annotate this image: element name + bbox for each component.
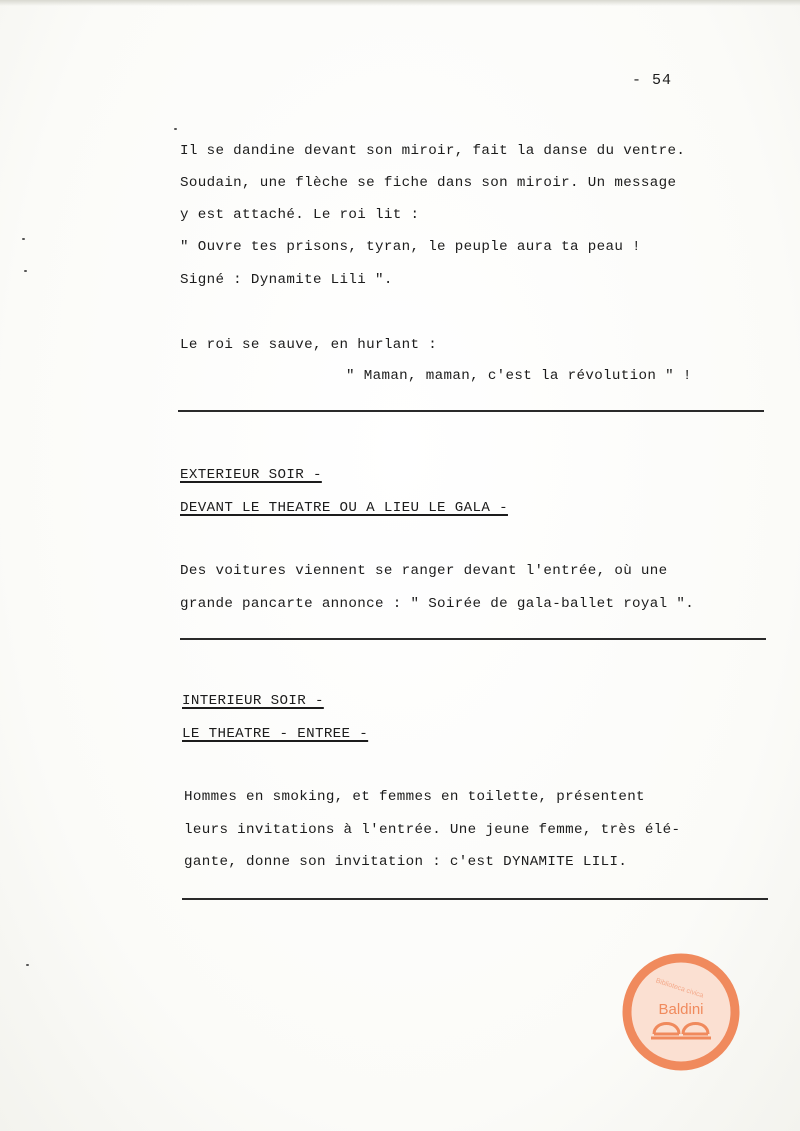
text-line: Hommes en smoking, et femmes en toilette, présentent	[184, 789, 645, 805]
svg-text:Baldini: Baldini	[658, 1001, 704, 1018]
scene-heading: DEVANT LE THEATRE OU A LIEU LE GALA -	[180, 500, 508, 516]
text-line: grande pancarte annonce : " Soirée de gala-ballet royal ".	[180, 596, 695, 612]
library-stamp	[621, 952, 741, 1072]
quoted-line: " Maman, maman, c'est la révolution " !	[346, 368, 692, 384]
scan-speck	[22, 238, 25, 240]
page-number: - 54	[632, 72, 673, 89]
text-line: Le roi se sauve, en hurlant :	[180, 337, 438, 353]
text-line: Il se dandine devant son miroir, fait la danse du ventre.	[180, 143, 686, 159]
scan-top-edge	[0, 0, 800, 6]
scene-heading: LE THEATRE - ENTREE -	[182, 726, 369, 742]
text-line: Soudain, une flèche se fiche dans son miroir. Un message	[180, 175, 677, 191]
text-line: " Ouvre tes prisons, tyran, le peuple aura ta peau !	[180, 239, 641, 255]
text-line: gante, donne son invitation : c'est DYNAMITE LILI.	[184, 854, 628, 870]
scene-heading: EXTERIEUR SOIR -	[180, 467, 322, 483]
text-line: leurs invitations à l'entrée. Une jeune femme, très élé-	[184, 822, 681, 838]
scene-divider	[178, 410, 764, 412]
baldini-logo-icon	[621, 952, 741, 1072]
text-line: Signé : Dynamite Lili ".	[180, 272, 393, 288]
text-line: Des voitures viennent se ranger devant l'entrée, où une	[180, 563, 668, 579]
scan-speck	[174, 128, 177, 130]
scan-speck	[26, 964, 29, 966]
scene-heading: INTERIEUR SOIR -	[182, 693, 324, 709]
scene-divider	[182, 898, 768, 900]
svg-text:Biblioteca civica: Biblioteca civica	[654, 977, 705, 1000]
scan-speck	[24, 270, 27, 272]
scene-divider	[180, 638, 766, 640]
text-line: y est attaché. Le roi lit :	[180, 207, 420, 223]
